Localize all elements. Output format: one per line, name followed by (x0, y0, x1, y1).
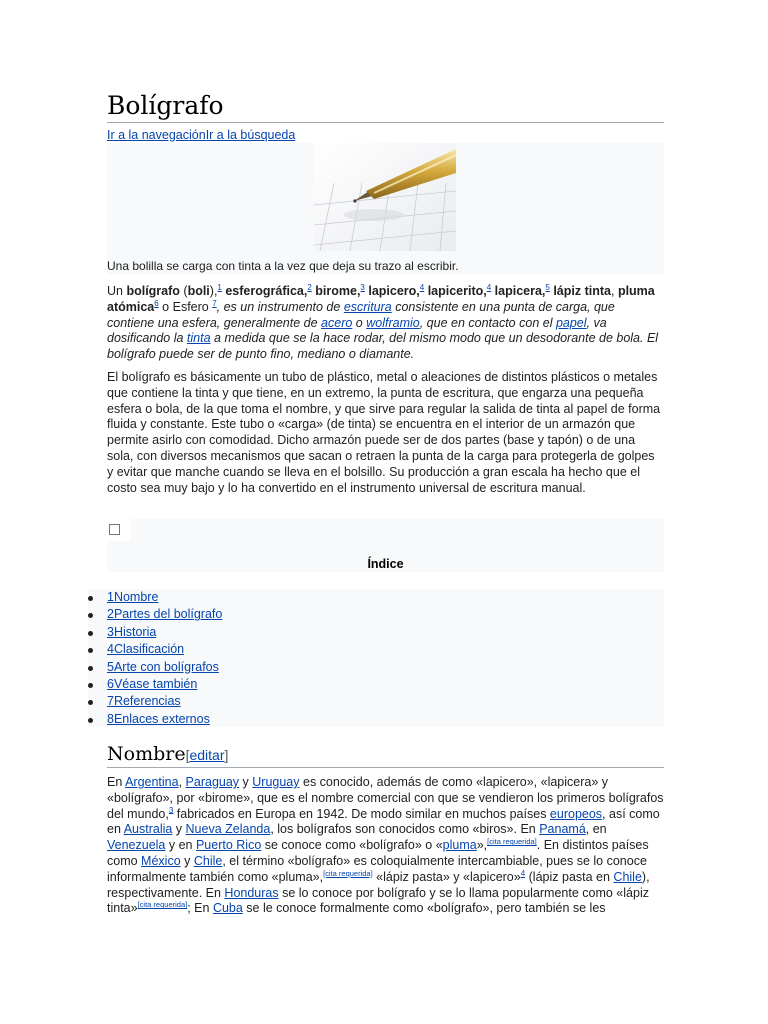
toc-title: Índice (367, 557, 404, 571)
toc-label: Referencias (113, 694, 181, 709)
text: (lápiz pasta en (525, 869, 614, 884)
term-lapiz-tinta: lápiz tinta (549, 284, 611, 298)
link-argentina[interactable]: Argentina (125, 775, 179, 789)
bracket: ] (224, 747, 229, 763)
toc-link[interactable] (107, 625, 156, 639)
ref-7[interactable]: 7 (212, 298, 217, 308)
text: , que en contacto con el (419, 315, 556, 330)
toc-label: Arte con bolígrafos (113, 659, 219, 674)
text: », (476, 838, 488, 853)
text: se conoce como «bolígrafo» o « (261, 838, 443, 853)
pen-illustration (314, 143, 456, 251)
toc-number: 6 (107, 677, 114, 692)
ref-2[interactable]: 2 (307, 282, 312, 292)
text: o Esfero (158, 299, 213, 314)
nombre-paragraph (107, 775, 664, 917)
text: «lápiz pasta» y «lapicero» (372, 869, 521, 884)
ref-3[interactable]: 3 (360, 282, 365, 292)
jump-links (107, 127, 295, 143)
toc-link[interactable] (107, 694, 181, 708)
link-paraguay[interactable]: Paraguay (185, 775, 240, 789)
ref-5[interactable]: 5 (545, 282, 550, 292)
citation-needed-link[interactable]: [cita requerida] (137, 900, 188, 910)
link-honduras[interactable]: Honduras (224, 885, 279, 900)
text: ( (179, 284, 188, 298)
toc-label: Historia (113, 624, 157, 639)
text: se lo conoce por bolígrafo y se lo llama popularmente como «lápiz tinta» (107, 885, 649, 916)
term-birome: birome, (311, 284, 361, 298)
text: consistente en una punta de carga, que contiene una esfera, generalmente de (107, 299, 615, 330)
text: , (610, 284, 618, 298)
toc-header (107, 519, 664, 572)
link-tinta[interactable]: tinta (186, 331, 211, 346)
toc-item-5[interactable] (88, 659, 664, 676)
link-chile[interactable]: Chile (193, 853, 223, 868)
toc-item-1[interactable] (88, 589, 664, 606)
text: , (178, 775, 186, 789)
text: y (172, 822, 186, 837)
pen-tip-image[interactable] (314, 143, 456, 251)
link-uruguay[interactable]: Uruguay (252, 775, 300, 789)
text: . En distintos países como (107, 838, 649, 868)
term-lapicero: lapicero, (364, 284, 420, 298)
ref-4b[interactable]: 4 (486, 282, 492, 292)
description-paragraph: El bolígrafo es básicamente un tubo de plástico, metal o aleaciones de distintos plásticos o metales que contiene la tinta y que tiene, en un extremo, la punta de escritura, que engarza una pequeña esfera o bola, de la que toma el nombre, y que sirve para regular la salida de tinta al papel de forma fluida y constante. Este tubo o «carga» (de tinta) se encuentra en el interior de un armazón que permite asirlo con comodidad. Dicho armazón puede ser de dos partes (base y tapón) o de una sola, con diversos mecanismos que sacan o retraen la punta de la carga para protegerla de golpes y evitar que manche cuando se lleva en el bolsillo. Su producción a gran escala ha hecho que el costo sea muy bajo y lo ha convertido en el instrumento universal de escritura manual. (107, 370, 661, 495)
link-nueva-zelanda[interactable]: Nueva Zelanda (185, 822, 271, 837)
text: , los bolígrafos son conocidos como «biros». En (270, 822, 540, 837)
toc-number: 7 (107, 694, 114, 709)
toc-number: 8 (107, 711, 114, 726)
term-lapicerito: lapicerito, (424, 284, 487, 298)
term-boligrafo: bolígrafo (126, 284, 180, 298)
text: o (352, 315, 367, 330)
toc-link[interactable] (107, 642, 184, 656)
link-acero[interactable]: acero (321, 315, 353, 330)
text: y (180, 853, 194, 868)
text: ), (209, 284, 218, 298)
ref-4[interactable]: 4 (419, 282, 425, 292)
link-venezuela[interactable]: Venezuela (107, 838, 166, 853)
toc-label: Nombre (113, 590, 159, 604)
link-escritura[interactable]: escritura (343, 299, 392, 314)
ref-4[interactable]: 4 (520, 868, 526, 878)
text: Un (107, 284, 127, 298)
link-wolframio[interactable]: wolframio (366, 315, 420, 330)
toc-label: Partes del bolígrafo (113, 607, 223, 622)
bracket: [ (185, 747, 190, 763)
citation-needed-link[interactable]: [cita requerida] (323, 868, 373, 878)
toc-number: 5 (107, 659, 114, 674)
section-heading-text: Nombre (107, 743, 186, 765)
toc-link[interactable] (107, 677, 197, 691)
toc-link[interactable] (107, 712, 210, 726)
toc-item-6[interactable] (88, 676, 664, 693)
edit-section-link[interactable]: editar (189, 747, 225, 763)
text: , así como en (107, 806, 660, 837)
ref-1[interactable]: 1 (217, 282, 222, 292)
toc-list (88, 589, 664, 727)
ref-3[interactable]: 3 (168, 805, 174, 815)
link-panama[interactable]: Panamá (539, 822, 586, 837)
toc-item-7[interactable] (88, 693, 664, 710)
link-chile[interactable]: Chile (613, 869, 642, 884)
toc-number: 2 (107, 607, 114, 622)
link-europeos[interactable]: europeos (549, 806, 603, 821)
citation-needed-link[interactable]: [cita requerida] (487, 837, 537, 847)
toc-number: 3 (107, 624, 114, 639)
text: fabricados en Europa en 1942. De modo similar en muchos países (173, 806, 550, 821)
toc-item-4[interactable] (88, 641, 664, 658)
term-pluma-atomica: pluma atómica (107, 284, 655, 314)
text: , es un instrumento de (216, 299, 344, 314)
figure-caption: Una bolilla se carga con tinta a la vez que deja su trazo al escribir. (107, 259, 459, 273)
edit-section (186, 747, 229, 763)
text: , en (585, 822, 607, 837)
section-heading-nombre (107, 742, 664, 768)
ref-6[interactable]: 6 (154, 298, 159, 308)
thumbnail-figure (107, 143, 664, 274)
toc-label: Clasificación (113, 642, 185, 657)
link-australia[interactable]: Australia (123, 822, 173, 837)
toc-item-8[interactable] (88, 711, 664, 728)
term-esferografica: esferográfica, (221, 284, 308, 298)
page-title: Bolígrafo (107, 90, 664, 123)
text: ; En (187, 901, 213, 916)
toc-number: 1 (107, 590, 114, 604)
intro-paragraph (107, 284, 664, 363)
text: , va dosificando la (107, 315, 607, 346)
toc-link[interactable] (107, 660, 219, 674)
toc-link[interactable] (107, 590, 158, 604)
link-mexico[interactable]: México (141, 853, 181, 868)
toc-toggle-checkbox[interactable] (109, 524, 120, 535)
text: ), respectivamente. En (107, 869, 650, 900)
toc-item-3[interactable] (88, 624, 664, 641)
text: , el término «bolígrafo» es coloquialmente intercambiable, pues se lo conoce informalmente también como «pluma», (107, 853, 647, 884)
text: y en (165, 838, 196, 853)
link-pluma[interactable]: pluma (442, 838, 477, 853)
link-puerto-rico[interactable]: Puerto Rico (195, 838, 262, 853)
toc-item-2[interactable] (88, 606, 664, 623)
toc-link[interactable] (107, 607, 222, 621)
term-boli: boli (187, 284, 210, 298)
link-cuba[interactable]: Cuba (212, 901, 243, 916)
jump-to-search-link[interactable]: Ir a la búsqueda (205, 128, 296, 142)
toc-label: Véase también (113, 677, 198, 692)
link-papel[interactable]: papel (555, 315, 587, 330)
jump-to-navigation-link[interactable]: Ir a la navegación (107, 128, 206, 142)
text: En (107, 775, 126, 789)
text: es conocido, además de como «lapicero», «lapicera» y «bolígrafo», por «birome», que es el nombre comercial con que se vendieron los primeros bolígrafos del mundo, (107, 775, 664, 821)
toc-label: Enlaces externos (113, 711, 210, 726)
term-lapicera: lapicera, (491, 284, 546, 298)
toc-number: 4 (107, 642, 114, 657)
text: a medida que se la hace rodar, del mismo modo que un desodorante de bola. El bolígrafo puede ser de punto fino, mediano o diamante. (107, 331, 659, 362)
text: se le conoce formalmente como «bolígrafo», pero también se les (242, 901, 606, 916)
text: y (239, 775, 253, 789)
